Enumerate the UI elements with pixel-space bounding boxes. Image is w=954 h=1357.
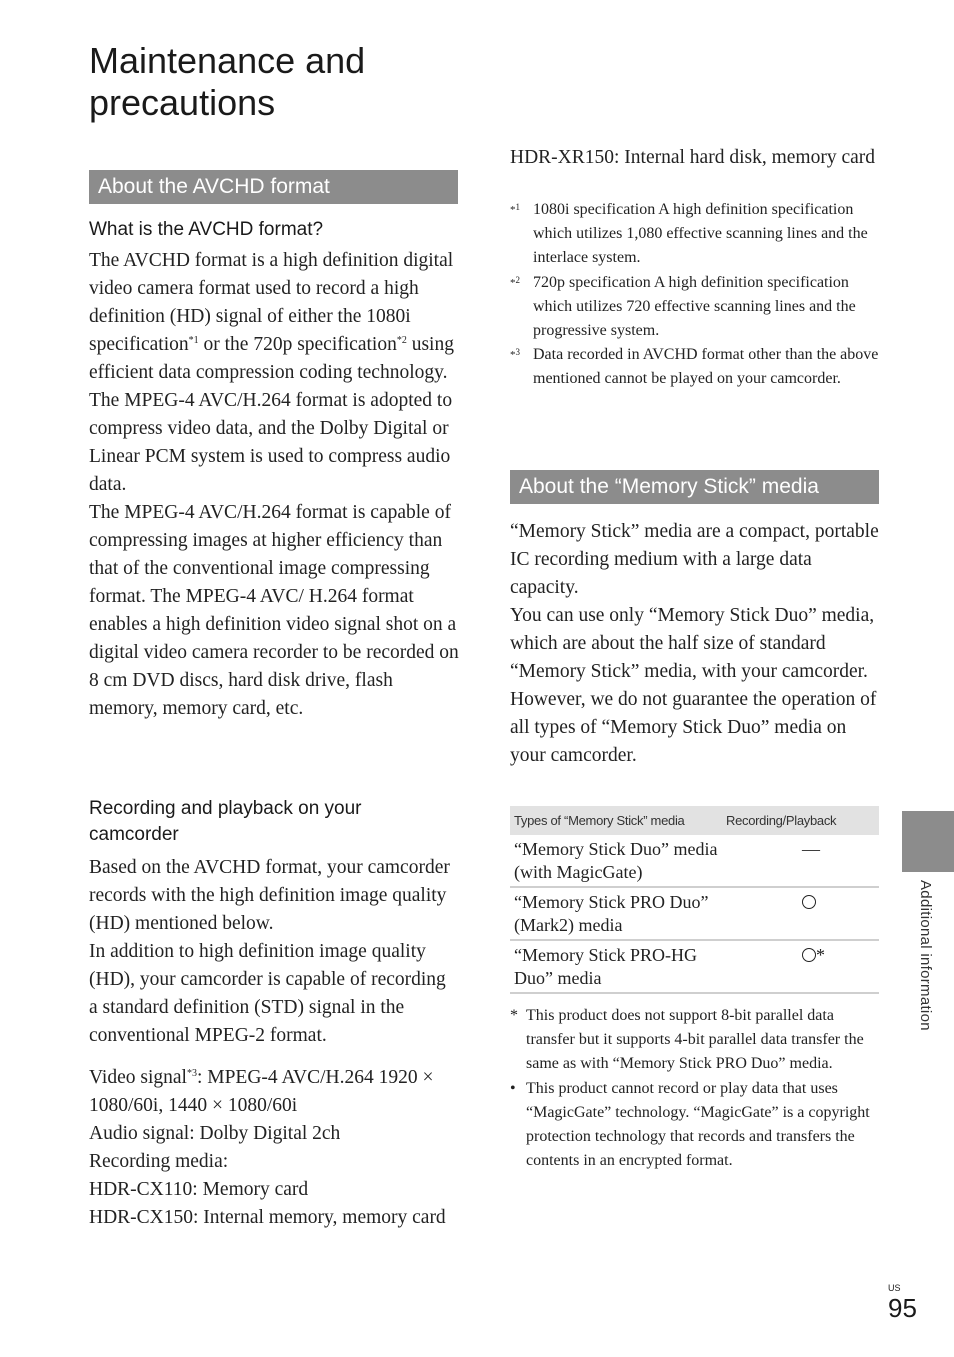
subheading-recording-playback: Recording and playback on your camcorder — [89, 798, 362, 845]
ms-paragraph-1: “Memory Stick” media are a compact, portable IC recording medium with a large data capacity. — [510, 521, 879, 598]
chapter-side-label: Additional information — [917, 880, 934, 1031]
footnote-2: *$^2$ 720p specification A high definition specification which utilizes 720 effective scanning lines and the progressive system. — [510, 273, 856, 340]
recording-text — [89, 854, 459, 1050]
memory-stick-text — [510, 518, 882, 770]
audio-signal: Audio signal: Dolby Digital 2ch — [89, 1123, 341, 1144]
supported-with-note-cell: * — [722, 940, 879, 993]
page-number-value: 95 — [888, 1293, 917, 1323]
not-supported-dash: — — [722, 835, 879, 887]
page-title: Maintenance and precautions — [89, 40, 366, 123]
media-cx110: HDR-CX110: Memory card — [89, 1179, 309, 1200]
supported-circle-icon — [802, 948, 816, 962]
video-signal: Video signal$^{*3}$: MPEG-4 AVC/H.264 1920 × 1080/60i, 1440 × 1080/60i — [89, 1067, 434, 1116]
table-row — [510, 940, 879, 993]
supported-circle-icon — [802, 895, 816, 909]
note-bullet: • This product cannot record or play data that uses “MagicGate” technology. “MagicGate” is a copyright protection technology that records and transfers the contents in an encrypted format. — [510, 1079, 870, 1170]
memory-stick-notes — [510, 1004, 880, 1173]
chapter-side-tab — [902, 811, 954, 872]
ms-paragraph-3: However, we do not guarantee the operation of all types of “Memory Stick Duo” media on your camcorder. — [510, 689, 877, 766]
media-type-cell: “Memory Stick Duo” media (with MagicGate) — [510, 835, 722, 887]
footnote-3: *$^3$ Data recorded in AVCHD format other than the above mentioned cannot be played on your camcorder. — [510, 346, 879, 388]
media-cx150: HDR-CX150: Internal memory, memory card — [89, 1207, 446, 1228]
media-type-cell: “Memory Stick PRO Duo” (Mark2) media — [510, 887, 722, 940]
footnote-1: *$^1$ 1080i specification A high definition specification which utilizes 1,080 effective scanning lines and the interlace system. — [510, 201, 868, 267]
section-heading-memory-stick: About the “Memory Stick” media — [510, 470, 879, 504]
recording-media-label: Recording media: — [89, 1151, 229, 1172]
avchd-paragraph-1: The AVCHD format is a high definition digital video camera format used to record a high definition (HD) signal of either the 1080i specification$^{*1}$ or the 720p specification$^{*2}$ using efficient data compression coding technology. The MPEG-4 AVC/H.264 format is adopted to compress video data, and the Dolby Digital or Linear PCM system is used to compress audio data. — [89, 250, 454, 495]
signal-specs — [89, 1064, 459, 1232]
note-asterisk: * This product does not support 8-bit parallel data transfer but it supports 4-bit parallel data transfer the same as with “Memory Stick PRO Duo” media. — [510, 1007, 864, 1073]
table-header-row — [510, 806, 879, 835]
recording-paragraph-2: In addition to high definition image quality (HD), your camcorder is capable of recording a standard definition (STD) signal in the conventional MPEG-2 format. — [89, 941, 446, 1046]
recording-paragraph-1: Based on the AVCHD format, your camcorder records with the high definition image quality (HD) mentioned below. — [89, 857, 450, 934]
ms-paragraph-2: You can use only “Memory Stick Duo” media, which are about the half size of standard “Memory Stick” media, with your camcorder. — [510, 605, 875, 682]
column-header-type: Types of “Memory Stick” media — [510, 806, 722, 835]
media-xr150: HDR-XR150: Internal hard disk, memory card — [510, 147, 875, 168]
section-heading-avchd: About the AVCHD format — [89, 170, 458, 204]
avchd-paragraph-2: The MPEG-4 AVC/H.264 format is capable of compressing images at higher efficiency than that of the conventional image compressing format. The MPEG-4 AVC/ H.264 format enables a high definition video signal shot on a digital video camera recorder to be recorded on 8 cm DVD discs, hard disk drive, flash memory, memory card, etc. — [89, 502, 459, 719]
memory-stick-compatibility-table — [510, 806, 879, 994]
table-row — [510, 835, 879, 887]
subheading-what-is-avchd: What is the AVCHD format? — [89, 219, 324, 240]
supported-cell — [722, 887, 879, 940]
page-region-label: US — [888, 1283, 901, 1293]
avchd-footnotes — [510, 198, 882, 392]
media-type-cell: “Memory Stick PRO-HG Duo” media — [510, 940, 722, 993]
table-row — [510, 887, 879, 940]
avchd-intro-text — [89, 247, 459, 723]
page-number — [888, 1283, 928, 1323]
column-header-recording-playback: Recording/Playback — [722, 806, 879, 835]
